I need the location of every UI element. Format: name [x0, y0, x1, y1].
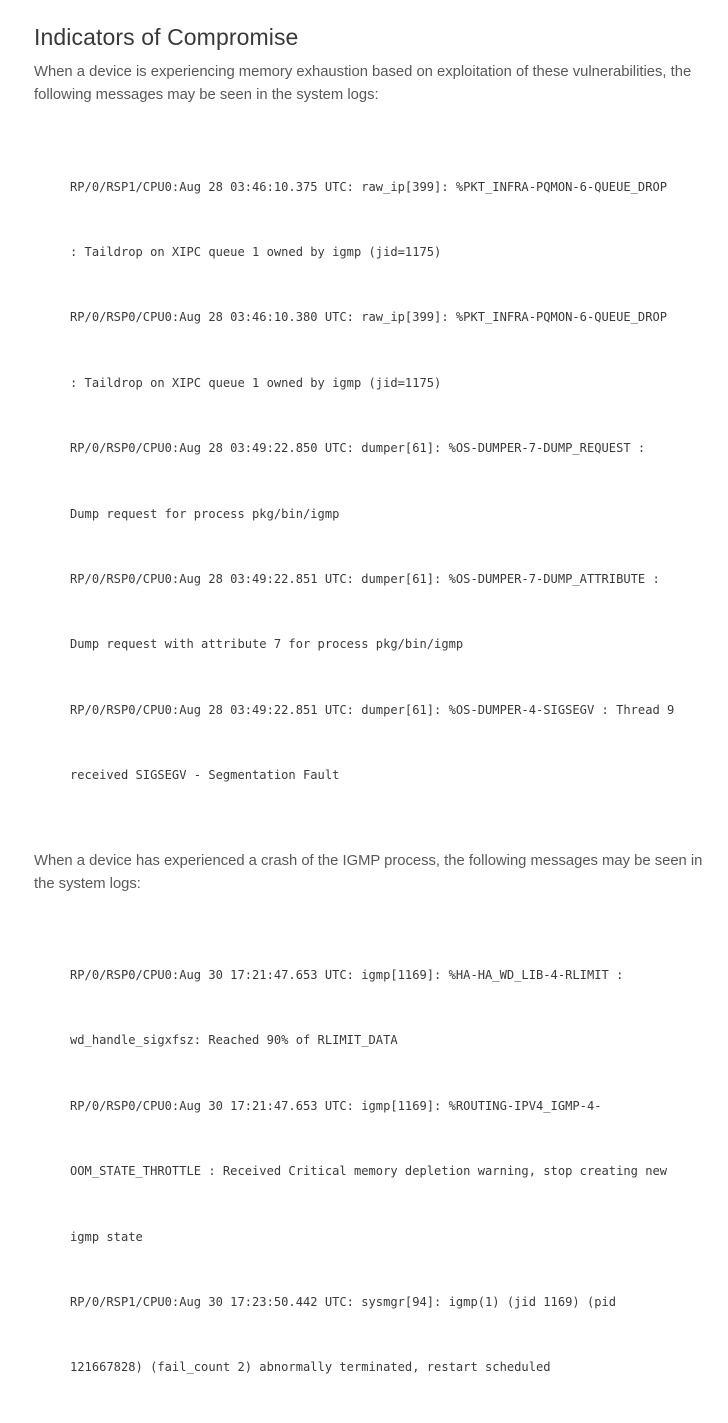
log-line: RP/0/RSP0/CPU0:Aug 28 03:49:22.851 UTC: dumper[61]: %OS-DUMPER-4-SIGSEGV : Thread 9: [70, 702, 675, 717]
log-line: RP/0/RSP1/CPU0:Aug 30 17:23:50.442 UTC: sysmgr[94]: igmp(1) (jid 1169) (pid: [70, 1295, 617, 1310]
log-line: OOM_STATE_THROTTLE : Received Critical memory depletion warning, stop creating new: [70, 1164, 668, 1179]
memory-exhaustion-log-block: [70, 133, 710, 831]
log-line: RP/0/RSP0/CPU0:Aug 30 17:21:47.653 UTC: igmp[1169]: %ROUTING-IPV4_IGMP-4-: [70, 1098, 602, 1113]
log-line: RP/0/RSP0/CPU0:Aug 30 17:21:47.653 UTC: igmp[1169]: %HA-HA_WD_LIB-4-RLIMIT :: [70, 968, 624, 983]
content-section: [34, 22, 710, 1423]
log-line: wd_handle_sigxfsz: Reached 90% of RLIMIT_DATA: [70, 1033, 398, 1048]
log-line: igmp state: [70, 1229, 143, 1244]
log-line: Dump request with attribute 7 for process pkg/bin/igmp: [70, 637, 464, 652]
log-line: RP/0/RSP1/CPU0:Aug 28 03:46:10.375 UTC: raw_ip[399]: %PKT_INFRA-PQMON-6-QUEUE_DROP: [70, 179, 668, 194]
log-line: RP/0/RSP0/CPU0:Aug 28 03:49:22.851 UTC: dumper[61]: %OS-DUMPER-7-DUMP_ATTRIBUTE :: [70, 571, 660, 586]
log-line: Dump request for process pkg/bin/igmp: [70, 506, 340, 521]
memory-exhaustion-paragraph: When a device is experiencing memory exhaustion based on exploitation of these vulnerabilities, the following messages may be seen in the system logs:: [34, 64, 692, 103]
igmp-crash-paragraph: When a device has experienced a crash of the IGMP process, the following messages may be seen in the system logs:: [34, 852, 703, 892]
log-line: RP/0/RSP0/CPU0:Aug 28 03:46:10.380 UTC: raw_ip[399]: %PKT_INFRA-PQMON-6-QUEUE_DROP: [70, 310, 668, 325]
log-line: : Taildrop on XIPC queue 1 owned by igmp (jid=1175): [70, 375, 442, 390]
log-line: : Taildrop on XIPC queue 1 owned by igmp (jid=1175): [70, 244, 442, 259]
section-heading: Indicators of Compromise: [34, 24, 299, 50]
igmp-crash-log-block: [70, 922, 710, 1423]
log-line: RP/0/RSP0/CPU0:Aug 28 03:49:22.850 UTC: dumper[61]: %OS-DUMPER-7-DUMP_REQUEST :: [70, 441, 646, 456]
log-line: received SIGSEGV - Segmentation Fault: [70, 768, 340, 783]
log-line: 121667828) (fail_count 2) abnormally terminated, restart scheduled: [70, 1360, 551, 1375]
